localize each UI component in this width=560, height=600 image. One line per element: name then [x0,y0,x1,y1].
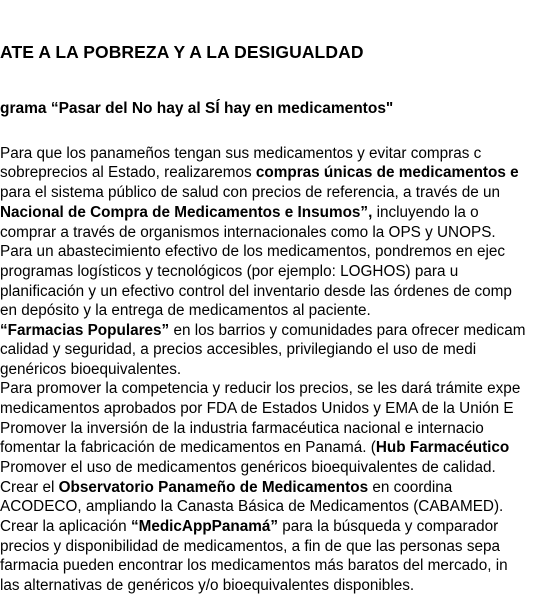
text-line [0,360,181,379]
text-run: las alternativas de genéricos y/o bioequivalentes disponibles. [0,577,415,594]
bold-text: compras únicas de medicamentos e [255,164,519,181]
text-line [0,321,525,340]
text-line [0,183,500,202]
text-line [0,163,519,182]
text-line [0,438,509,457]
text-line [0,537,500,556]
section-heading: ATE A LA POBREZA Y A LA DESIGUALDAD [0,42,364,62]
text-run: comprar a través de organismos internacionales como la OPS y UNOPS. [0,224,496,241]
text-run: genéricos bioequivalentes. [0,361,182,378]
text-run: en coordina [368,479,453,496]
text-line [0,282,512,301]
text-run: fomentar la fabricación de medicamentos en Panamá. ( [0,439,376,456]
program-title: grama “Pasar del No hay al SÍ hay en medicamentos" [0,100,394,117]
text-run: calidad y seguridad, a precios accesibles, privilegiando el uso de medi [0,341,477,358]
text-run: farmacia pueden encontrar los medicamentos más baratos del mercado, in [0,557,508,574]
text-line [0,223,496,242]
bold-text: Hub Farmacéutico [375,439,510,456]
text-run: Para promover la competencia y reducir los precios, se les dará trámite expe [0,380,521,397]
text-line [0,203,479,222]
text-run: planificación y un efectivo control del inventario desde las órdenes de comp [0,283,512,300]
text-line [0,340,476,359]
bold-text: “MedicAppPanamá” [130,518,278,535]
bold-text: Nacional de Compra de Medicamentos e Insumos”, [0,204,373,221]
text-line [0,419,484,438]
text-line [0,301,371,320]
text-line [0,497,503,516]
text-line [0,262,458,281]
text-run: ACODECO, ampliando la Canasta Básica de Medicamentos (CABAMED). [0,498,504,515]
bold-text: Observatorio Panameño de Medicamentos [58,479,369,496]
text-line [0,242,505,261]
text-run: para la búsqueda y comparador [278,518,499,535]
text-run: Para un abastecimiento efectivo de los medicamentos, pondremos en ejec [0,243,506,260]
text-line [0,517,498,536]
text-run: incluyendo la o [372,204,479,221]
text-run: en los barrios y comunidades para ofrecer medicam [169,322,526,339]
text-run: Promover el uso de medicamentos genéricos bioequivalentes de calidad. [0,459,496,476]
text-line [0,458,496,477]
text-run: sobreprecios al Estado, realizaremos [0,164,256,181]
text-run: Para que los panameños tengan sus medicamentos y evitar compras c [0,145,482,162]
text-line [0,144,481,163]
text-line [0,478,452,497]
text-run: Crear la aplicación [0,518,131,535]
text-run: para el sistema público de salud con precios de referencia, a través de un [0,184,500,201]
bold-text: “Farmacias Populares” [0,322,170,339]
text-run: medicamentos aprobados por FDA de Estados Unidos y EMA de la Unión E [0,400,514,417]
text-line [0,576,414,595]
text-line [0,399,514,418]
text-run: precios y disponibilidad de medicamentos, a fin de que las personas sepa [0,538,501,555]
text-run: Promover la inversión de la industria farmacéutica nacional e internacio [0,420,484,437]
text-line [0,556,508,575]
text-run: programas logísticos y tecnológicos (por ejemplo: LOGHOS) para u [0,263,459,280]
text-run: Crear el [0,479,59,496]
text-line [0,379,520,398]
text-run: en depósito y la entrega de medicamentos al paciente. [0,302,371,319]
